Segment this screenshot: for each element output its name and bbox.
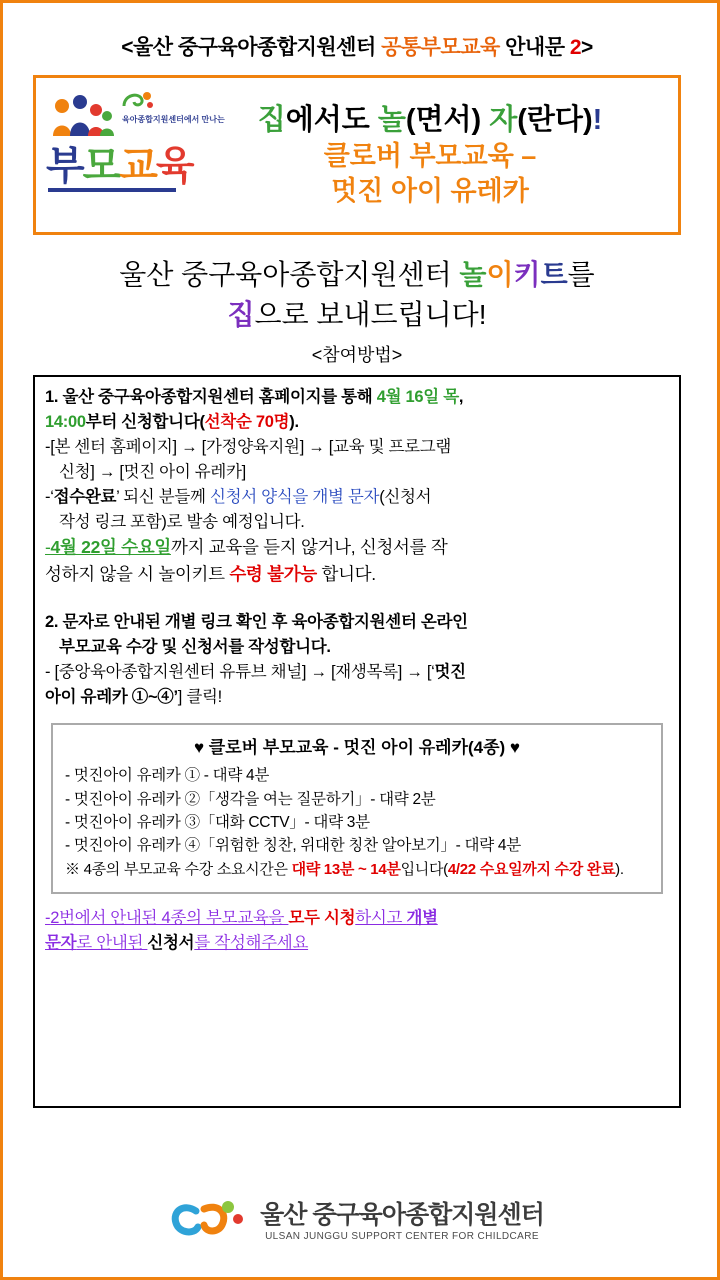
banner — [33, 75, 681, 235]
step1-l3-c: ’ 되신 분들께 — [116, 487, 210, 506]
video-list-title: ♥ 클로버 부모교육 - 멋진 아이 유레카(4종) ♥ — [193, 738, 521, 758]
swirl-icon — [120, 88, 154, 114]
step1-l5-a: 성하지 않을 시 놀이키트 — [45, 563, 230, 584]
headline-l1-e: 트 — [540, 259, 568, 290]
banner-line-3: 멋진 아이 유레카 — [331, 175, 529, 206]
step1-deadline: 4월 22일 수요일 — [50, 536, 171, 557]
logo-char-bu: 부 — [46, 144, 83, 188]
page-title — [15, 31, 699, 61]
section-gap — [45, 588, 669, 610]
banner-l1-b: 에서도 — [285, 103, 378, 136]
banner-l1-e: 자 — [489, 103, 518, 136]
headline-l1-c: 이 — [486, 259, 514, 290]
step1-path-line1: -[본 센터 홈페이지] → [가정양육지원] → [교육 및 프로그램 — [45, 437, 452, 456]
headline — [15, 255, 699, 335]
step1-number: 1. — [45, 387, 63, 406]
closing-form-label: 신청서 — [147, 933, 195, 952]
headline-line-1 — [15, 255, 699, 295]
closing-e: 개별 — [406, 908, 438, 927]
poster-inner — [15, 15, 699, 1261]
step1-line2 — [45, 410, 669, 434]
headline-l1-d: 키 — [513, 259, 541, 290]
headline-l2-b: 으로 보내드립니다! — [254, 298, 487, 330]
step1-l3-a: -‘ — [45, 487, 54, 506]
step2-number: 2. — [45, 613, 63, 632]
banner-l1-c: 놀 — [377, 103, 406, 136]
logo-underline — [48, 188, 176, 192]
title-center-name: 울산 중구육아종합지원센터 — [132, 36, 382, 59]
video-note-duration: 대략 13분 ~ 14분 — [291, 861, 401, 879]
headline-l2-a: 집 — [227, 298, 255, 330]
headline-line-2 — [15, 295, 699, 335]
closing-a: - — [45, 908, 51, 927]
title-close-bracket: > — [581, 36, 593, 59]
family-icon — [50, 92, 114, 140]
step1-line5 — [45, 562, 669, 588]
step1-date: 4월 16일 목 — [376, 387, 459, 406]
step1-line1 — [45, 385, 669, 409]
step2-l1: 문자로 안내된 개별 링크 확인 후 육아종합지원센터 온라인 — [62, 613, 468, 632]
video-note-a: ※ 4종의 부모교육 수강 소요시간은 — [65, 861, 292, 879]
footer — [15, 1197, 699, 1247]
step2-path-a: - [중앙육아종합지원센터 유튜브 채널] → [재생목록] → [‘ — [45, 663, 435, 682]
center-logo-icon — [170, 1197, 248, 1247]
closing-watch-all: 모두 시청 — [288, 908, 356, 927]
video-duration-note — [65, 859, 649, 882]
title-suffix: 안내문 — [505, 36, 570, 59]
video-list-item: - 멋진아이 유레카 ②「생각을 여는 질문하기」- 대략 2분 — [65, 790, 436, 808]
video-list-item: - 멋진아이 유레카 ① - 대략 4분 — [65, 767, 270, 785]
logo-char-yuk: 육 — [155, 144, 193, 188]
banner-logo — [36, 80, 225, 230]
banner-l1-f: (란다) — [517, 103, 593, 136]
step2-path-line2 — [45, 685, 669, 709]
closing-b: 2번에서 안내된 4종의 부모교육을 — [50, 908, 289, 927]
banner-l1-g: ! — [592, 103, 603, 136]
step2-path-c: 아이 유레카 ①~④’ — [45, 688, 178, 707]
step1-l4-a: - — [45, 536, 51, 557]
step1-complete-label: 접수완료 — [53, 487, 117, 506]
step1-l1-c: , — [458, 387, 464, 406]
footer-name-kr: 울산 중구육아종합지원센터 — [260, 1200, 544, 1229]
closing-f: 문자 — [45, 933, 77, 952]
headline-l1-b: 놀 — [459, 259, 487, 290]
video-list-box — [51, 723, 663, 894]
step1-line3 — [45, 485, 669, 509]
step2-line2: 부모교육 수강 및 신청서를 작성합니다. — [59, 638, 331, 657]
step2-path-d: ] 클릭! — [177, 688, 222, 707]
banner-line-1 — [196, 102, 664, 139]
step2-line1 — [45, 610, 669, 634]
banner-text — [196, 102, 678, 208]
step1-l4-c: 까지 교육을 듣지 않거나, 신청서를 작 — [170, 536, 448, 557]
headline-l1-a: 울산 중구육아종합지원센터 — [119, 259, 460, 290]
closing-line-1 — [45, 906, 669, 931]
headline-l1-f: 를 — [567, 259, 595, 290]
banner-line-2: 클로버 부모교육 – — [323, 141, 537, 171]
closing-line-2 — [45, 931, 669, 956]
step1-line4 — [45, 535, 669, 561]
video-note-c: 입니다( — [400, 861, 448, 879]
step1-line3b: 작성 링크 포함)로 발송 예정입니다. — [59, 512, 305, 531]
closing-g: 로 안내된 — [76, 933, 148, 952]
video-note-deadline: 4/22 수요일까지 수강 완료 — [447, 861, 616, 879]
footer-text — [260, 1202, 544, 1243]
step2-path-b: 멋진 — [434, 663, 466, 682]
banner-l1-a: 집 — [257, 103, 286, 136]
title-number: 2 — [569, 36, 582, 59]
step1-l3-e: (신청서 — [379, 487, 432, 506]
step1-l2-b: 부터 신청합니다( — [85, 412, 205, 431]
logo-char-mo: 모 — [82, 144, 120, 188]
instructions-box — [33, 375, 681, 1108]
footer-name-en: ULSAN JUNGGU SUPPORT CENTER FOR CHILDCARE — [265, 1231, 539, 1243]
step2-path-line1 — [45, 660, 669, 684]
title-open-bracket: < — [121, 36, 133, 59]
howto-label: <참여방법> — [311, 344, 403, 365]
closing-h: 를 작성해주세요 — [194, 933, 309, 952]
video-note-e: ). — [615, 861, 624, 879]
step1-l2-d: ). — [289, 412, 299, 431]
step1-l5-c: 합니다. — [316, 563, 376, 584]
step1-l1-a: 울산 중구육아종합지원센터 홈페이지를 통해 — [62, 387, 377, 406]
logo-char-gyo: 교 — [119, 144, 156, 188]
step1-warning: 수령 불가능 — [229, 563, 317, 584]
closing-d: 하시고 — [355, 908, 407, 927]
video-list-item: - 멋진아이 유레카 ③「대화 CCTV」- 대략 3분 — [65, 813, 370, 831]
step1-quota: 선착순 70명 — [204, 412, 290, 431]
video-list-item: - 멋진아이 유레카 ④「위험한 칭찬, 위대한 칭찬 알아보기」- 대략 4분 — [65, 837, 521, 855]
logo-tagline: 육아종합지원센터에서 만나는 — [122, 115, 225, 124]
step1-sms-note: 신청서 양식을 개별 문자 — [209, 487, 380, 506]
logo-wordmark — [46, 134, 193, 191]
title-highlight: 공통부모교육 — [381, 36, 506, 59]
step1-path-line2: 신청] → [멋진 아이 유레카] — [59, 462, 246, 481]
banner-l1-d: (면서) — [405, 103, 490, 136]
closing-note — [45, 906, 669, 956]
step1-time: 14:00 — [45, 412, 86, 431]
